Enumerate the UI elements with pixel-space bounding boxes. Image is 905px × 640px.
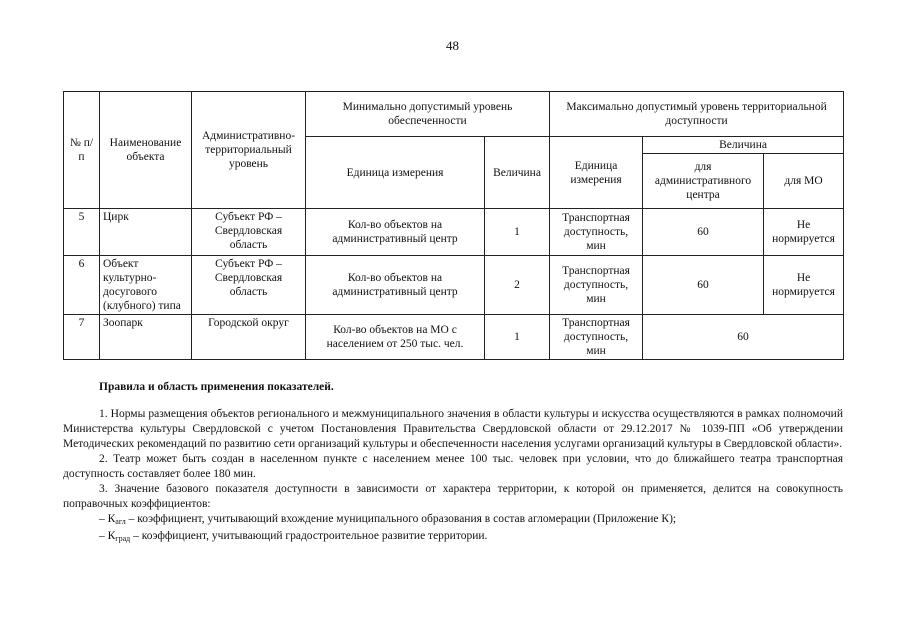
k-agl-prefix: – К bbox=[99, 513, 116, 525]
header-name: Наименование объекта bbox=[100, 92, 192, 209]
table-row bbox=[64, 209, 844, 256]
row-min-value: 1 bbox=[485, 315, 550, 360]
row-name: Объект культурно-досугового (клубного) типа bbox=[100, 256, 192, 315]
header-admin-center: для административного центра bbox=[643, 154, 764, 209]
row-level: Городской округ bbox=[192, 315, 306, 360]
row-name: Цирк bbox=[100, 209, 192, 256]
rules-paragraph-3: 3. Значение базового показателя доступности в зависимости от характера территории, к которой он применяется, делится на совокупность поправочных коэффициентов: bbox=[63, 483, 843, 510]
row-min-value: 1 bbox=[485, 209, 550, 256]
row-max-unit: Транспортная доступность, мин bbox=[550, 315, 643, 360]
coefficient-k-grad bbox=[99, 529, 843, 546]
header-max-unit: Единица измерения bbox=[550, 137, 643, 209]
coefficient-k-agl bbox=[99, 512, 843, 529]
table-row bbox=[64, 256, 844, 315]
row-num: 5 bbox=[64, 209, 100, 256]
rules-title: Правила и область применения показателей. bbox=[99, 381, 334, 393]
header-min-unit: Единица измерения bbox=[306, 137, 485, 209]
k-agl-text: – коэффициент, учитывающий вхождение муниципального образования в состав агломерации (Приложение К); bbox=[125, 513, 677, 525]
row-level: Субъект РФ – Свердловская область bbox=[192, 209, 306, 256]
header-max-value: Величина bbox=[643, 137, 844, 154]
row-level: Субъект РФ – Свердловская область bbox=[192, 256, 306, 315]
header-mo: для МО bbox=[764, 154, 844, 209]
row-max-unit: Транспортная доступность, мин bbox=[550, 256, 643, 315]
header-max-group: Максимально допустимый уровень территориальной доступности bbox=[550, 92, 844, 137]
header-level: Административно-территориальный уровень bbox=[192, 92, 306, 209]
rules-paragraph-2: 2. Театр может быть создан в населенном пункте с населением менее 100 тыс. человек при условии, что до ближайшего театра транспортная доступность составляет более 180 мин. bbox=[63, 453, 843, 480]
row-min-unit: Кол-во объектов на административный центр bbox=[306, 256, 485, 315]
row-combined-value: 60 bbox=[643, 315, 844, 360]
page-number: 48 bbox=[446, 38, 459, 53]
row-max-unit: Транспортная доступность, мин bbox=[550, 209, 643, 256]
row-mo-value: Не нормируется bbox=[764, 256, 844, 315]
row-min-unit: Кол-во объектов на МО с населением от 250 тыс. чел. bbox=[306, 315, 485, 360]
row-name: Зоопарк bbox=[100, 315, 192, 360]
k-grad-subscript: град bbox=[115, 534, 131, 543]
rules-paragraph-1: 1. Нормы размещения объектов регионального и межмуниципального значения в области культуры и искусства осуществляются в рамках полномочий Министерства культуры Свердловской с учетом Постановления Правительства Свердловской области от 29.12.2017 № 1039-ПП «Об утверждении Методических рекомендаций по развитию сети организаций культуры и обеспеченности населения услугами организаций культуры в Свердловской области». bbox=[63, 408, 843, 450]
row-num: 7 bbox=[64, 315, 100, 360]
k-grad-text: – коэффициент, учитывающий градостроительное развитие территории. bbox=[130, 530, 488, 542]
row-admin-value: 60 bbox=[643, 256, 764, 315]
row-admin-value: 60 bbox=[643, 209, 764, 256]
row-mo-value: Не нормируется bbox=[764, 209, 844, 256]
rules-section bbox=[63, 380, 843, 546]
k-grad-prefix: – К bbox=[99, 530, 116, 542]
row-num: 6 bbox=[64, 256, 100, 315]
norms-table bbox=[63, 91, 844, 360]
header-min-value: Величина bbox=[485, 137, 550, 209]
header-min-group: Минимально допустимый уровень обеспеченности bbox=[306, 92, 550, 137]
table-row bbox=[64, 315, 844, 360]
row-min-unit: Кол-во объектов на административный центр bbox=[306, 209, 485, 256]
row-min-value: 2 bbox=[485, 256, 550, 315]
k-agl-subscript: агл bbox=[115, 517, 126, 526]
header-num: № п/п bbox=[64, 92, 100, 209]
